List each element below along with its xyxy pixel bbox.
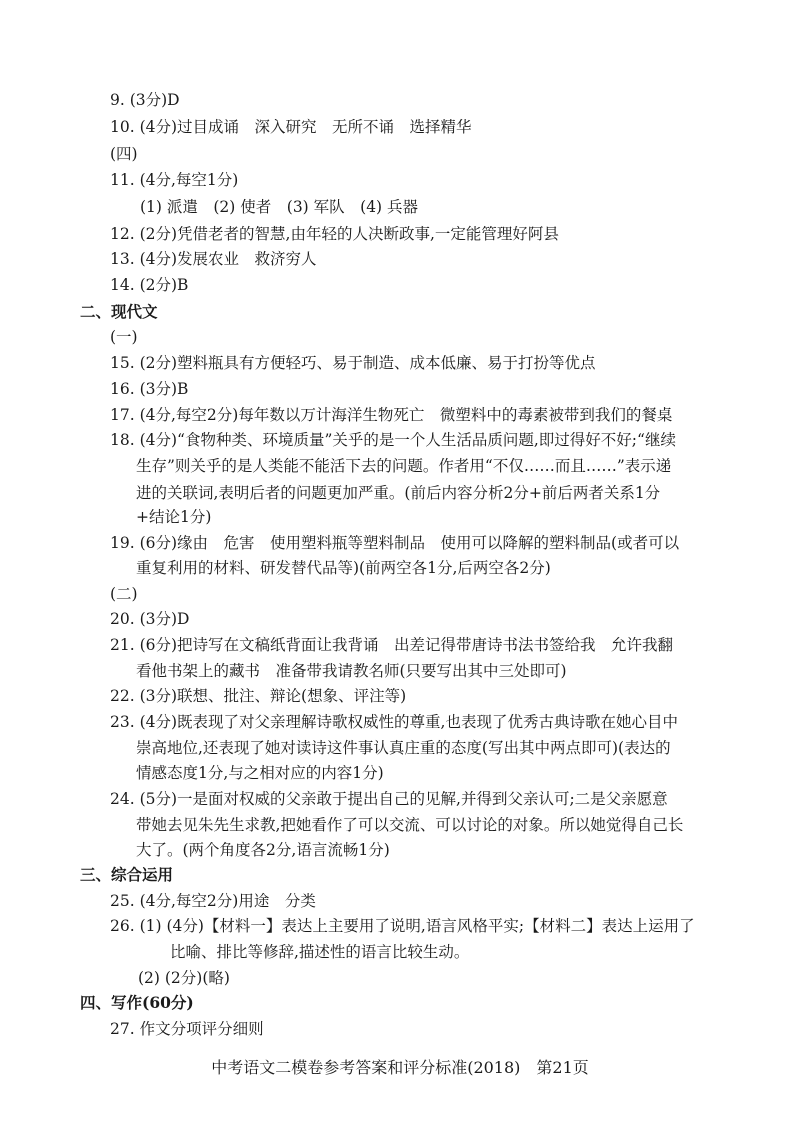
answer-24-line2: 带她去见朱先生求教,把她看作了可以交流、可以讨论的对象。所以她觉得自己长 — [136, 816, 684, 834]
answer-21-line1: 21. (6分)把诗写在文稿纸背面让我背诵 出差记得带唐诗书法书签给我 允许我翻 — [110, 636, 674, 654]
answer-24-line1: 24. (5分)一是面对权威的父亲敢于提出自己的见解,并得到父亲认可;二是父亲愿意 — [110, 790, 668, 808]
page-footer: 中考语文二模卷参考答案和评分标准(2018) 第21页 — [211, 1058, 589, 1077]
subsection-1: (一) — [110, 328, 138, 346]
answer-24-line3: 大了。(两个角度各2分,语言流畅1分) — [136, 841, 390, 859]
answer-13: 13. (4分)发展农业 救济穷人 — [110, 250, 317, 268]
answer-22: 22. (3分)联想、批注、辩论(想象、评注等) — [110, 687, 407, 705]
answer-23-line3: 情感态度1分,与之相对应的内容1分) — [136, 764, 384, 782]
answer-18-line3: 进的关联词,表明后者的问题更加严重。(前后内容分析2分+前后两者关系1分 — [136, 484, 661, 502]
answer-11-items: (1) 派遣 (2) 使者 (3) 军队 (4) 兵器 — [140, 198, 419, 216]
answer-9: 9. (3分)D — [110, 91, 180, 109]
answer-21-line2: 看他书架上的藏书 准备带我请教名师(只要写出其中三处即可) — [136, 662, 567, 680]
answer-26-part1-line2: 比喻、排比等修辞,描述性的语言比较生动。 — [170, 943, 470, 961]
answer-23-line1: 23. (4分)既表现了对父亲理解诗歌权威性的尊重,也表现了优秀古典诗歌在她心目中 — [110, 713, 678, 731]
section-writing: 四、写作(60分) — [80, 993, 194, 1012]
answer-23-line2: 崇高地位,还表现了她对读诗这件事认真庄重的态度(写出其中两点即可)(表达的 — [136, 739, 671, 757]
answer-19-line2: 重复利用的材料、研发替代品等)(前两空各1分,后两空各2分) — [136, 559, 551, 577]
answer-26-part1-line1: 26. (1) (4分)【材料一】表达上主要用了说明,语言风格平实;【材料二】表达上运用了 — [110, 917, 695, 935]
answer-10: 10. (4分)过目成诵 深入研究 无所不诵 选择精华 — [110, 118, 472, 136]
answer-17: 17. (4分,每空2分)每年数以万计海洋生物死亡 微塑料中的毒素被带到我们的餐桌 — [110, 406, 673, 424]
section-modern-text: 二、现代文 — [80, 302, 158, 321]
answer-19-line1: 19. (6分)缘由 危害 使用塑料瓶等塑料制品 使用可以降解的塑料制品(或者可以 — [110, 534, 680, 552]
answer-18-line2: 生存”则关乎的是人类能不能活下去的问题。作者用“不仅……而且……”表示递 — [136, 457, 672, 475]
answer-20: 20. (3分)D — [110, 610, 190, 628]
answer-26-part2: (2) (2分)(略) — [138, 969, 230, 987]
answer-25: 25. (4分,每空2分)用途 分类 — [110, 892, 316, 910]
answer-16: 16. (3分)B — [110, 380, 189, 398]
answer-18-line4: +结论1分) — [136, 508, 212, 526]
answer-15: 15. (2分)塑料瓶具有方便轻巧、易于制造、成本低廉、易于打扮等优点 — [110, 354, 596, 372]
subsection-2: (二) — [110, 585, 138, 603]
section-integrated-use: 三、综合运用 — [80, 865, 174, 884]
answer-11: 11. (4分,每空1分) — [110, 171, 239, 189]
answer-27: 27. 作文分项评分细则 — [110, 1020, 264, 1038]
answer-18-line1: 18. (4分)“食物种类、环境质量”关乎的是一个人生活品质问题,即过得好不好;“继续 — [110, 431, 676, 449]
answer-14: 14. (2分)B — [110, 276, 189, 294]
answer-12: 12. (2分)凭借老者的智慧,由年轻的人决断政事,一定能管理好阿县 — [110, 225, 559, 243]
subsection-4: (四) — [110, 145, 138, 163]
